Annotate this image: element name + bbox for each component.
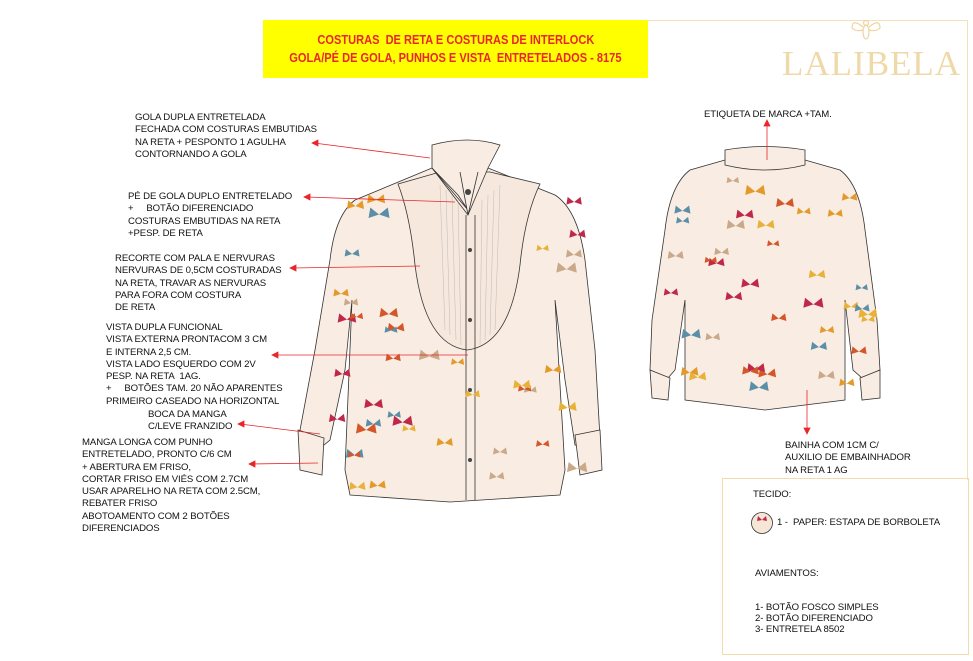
note-etiqueta: ETIQUETA DE MARCA +TAM. [704,109,832,120]
note-gola: GOLA DUPLA ENTRETELADA FECHADA COM COSTURAS EMBUTIDAS NA RETA + PESPONTO 1 AGULHA CONTORNANDO A GOLA [135,112,317,160]
note-vista: VISTA DUPLA FUNCIONAL VISTA EXTERNA PRONTACOM 3 CM E INTERNA 2,5 CM. VISTA LADO ESQUERDO COM 2V PESP. NA RETA 1AG. + BOTÕES TAM. 20 NÃO APARENTES PRIMEIRO CASEADO NA HORIZONTAL [106,322,283,407]
aviamento-item: 2- BOTÃO DIFERENCIADO [755,613,873,624]
tecido-label: TECIDO: [753,489,792,500]
note-manga: MANGA LONGA COM PUNHO ENTRETELADO, PRONTO C/6 CM + ABERTURA EM FRISO, CORTAR FRISO EM VIÉS COM 2.7CM USAR APARELHO NA RETA COM 2.5CM, REBATER FRISO ABOTOAMENTO COM 2 BOTÕES DIFERENCIADOS [82,437,261,535]
aviamento-item: 1- BOTÃO FOSCO SIMPLES [755,602,879,613]
note-pe-de-gola: PÉ DE GOLA DUPLO ENTRETELADO + BOTÃO DIFERENCIADO COSTURAS EMBUTIDAS NA RETA +PESP. DE RETA [128,191,293,239]
aviamentos-label: AVIAMENTOS: [755,568,819,579]
title-line-2: GOLA/PÉ DE GOLA, PUNHOS E VISTA ENTRETELADOS - 8175 [289,50,622,65]
spec-box [722,478,969,655]
brand-logo: LALIBELA [782,44,962,83]
note-recorte: RECORTE COM PALA E NERVURAS NERVURAS DE 0,5CM COSTURADAS NA RETA, TRAVAR AS NERVURAS PARA FORA COM COSTURA DE RETA [115,253,282,314]
tecido-item: 1 - PAPER: ESTAPA DE BORBOLETA [777,517,941,528]
fabric-swatch-icon [750,511,774,535]
note-boca-manga: BOCA DA MANGA C/LEVE FRANZIDO [148,409,233,433]
aviamento-item: 3- ENTRETELA 8502 [755,624,845,635]
note-bainha: BAINHA COM 1CM C/ AUXILIO DE EMBAINHADOR NA RETA 1 AG [785,440,911,476]
title-line-1: COSTURAS DE RETA E COSTURAS DE INTERLOCK [317,32,594,47]
